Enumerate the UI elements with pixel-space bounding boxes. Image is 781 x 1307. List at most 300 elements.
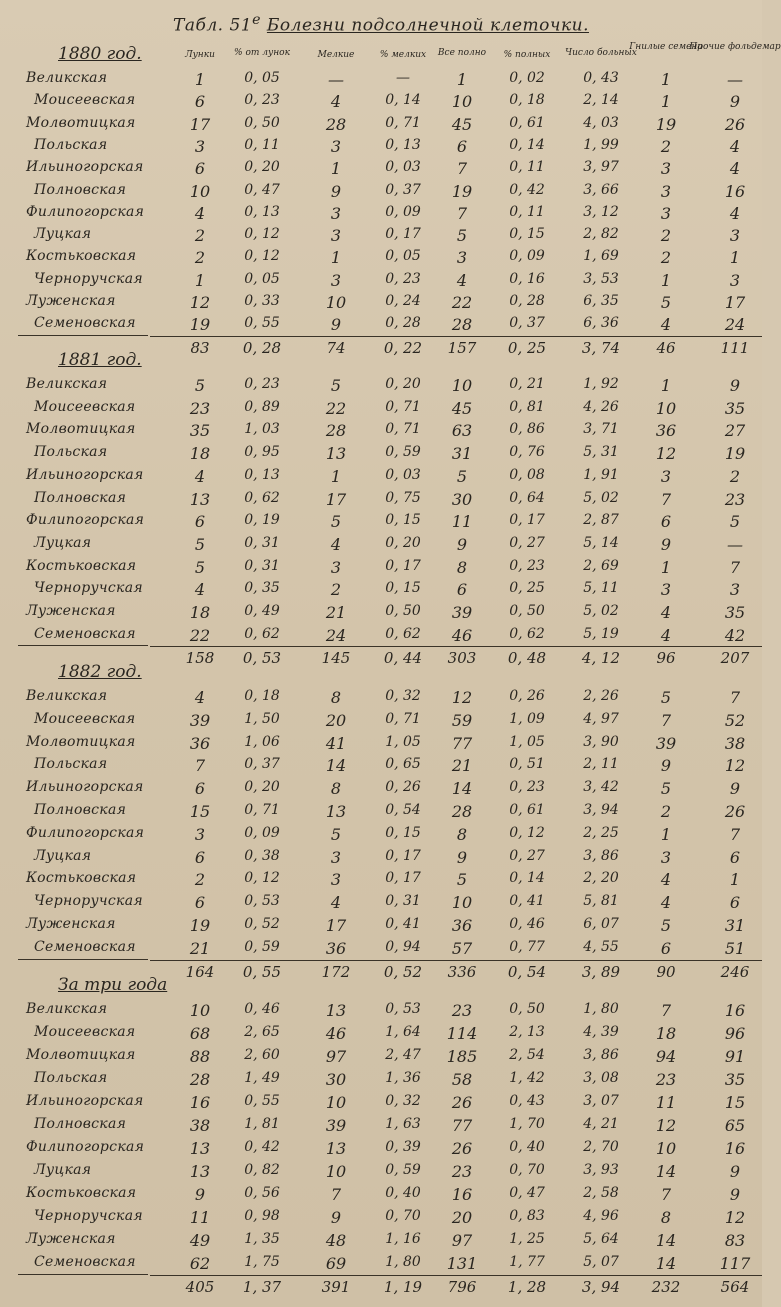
table-cell: 13: [325, 1001, 347, 1020]
table-cell: 26: [724, 802, 746, 821]
district-name: Польская: [34, 444, 108, 461]
table-cell: 2: [660, 248, 672, 268]
table-cell: 5, 02: [583, 603, 619, 619]
district-name: Полновская: [34, 181, 127, 198]
table-cell: 5, 19: [583, 625, 619, 642]
table-cell: 0, 71: [385, 398, 421, 415]
table-cell: 0, 23: [244, 376, 280, 392]
table-row: [0, 293, 762, 316]
table-cell: 94: [655, 1047, 677, 1066]
table-cell: 0, 46: [509, 916, 545, 932]
table-cell: 5: [660, 688, 672, 707]
total-cell: 1, 19: [383, 1278, 423, 1296]
table-cell: 19: [189, 916, 211, 935]
total-cell: 796: [447, 1278, 477, 1296]
table-cell: 9: [729, 779, 741, 799]
table-cell: 3: [660, 181, 672, 201]
table-cell: 11: [655, 1093, 677, 1112]
table-row: [0, 1024, 762, 1047]
table-cell: 0, 17: [385, 870, 421, 887]
table-cell: 51: [724, 938, 746, 958]
table-cell: 12: [655, 1116, 677, 1135]
table-cell: 2, 20: [583, 870, 619, 887]
table-cell: 2, 69: [583, 557, 619, 574]
table-cell: 0, 40: [385, 1185, 421, 1201]
table-cell: 36: [325, 938, 347, 958]
district-name: Луженская: [26, 603, 116, 619]
table-row: [0, 248, 762, 271]
table-cell: 0, 09: [509, 248, 545, 265]
table-row: [0, 535, 762, 558]
table-cell: 38: [724, 733, 746, 753]
table-cell: 0, 13: [244, 466, 280, 483]
table-row: [0, 467, 762, 490]
table-cell: 48: [325, 1231, 347, 1250]
table-cell: 17: [189, 114, 211, 134]
table-cell: 10: [189, 1001, 211, 1020]
table-cell: 13: [189, 1162, 211, 1181]
table-cell: 0, 24: [385, 293, 421, 309]
table-cell: 41: [325, 733, 347, 753]
table-cell: 26: [724, 114, 746, 134]
table-cell: 3: [330, 870, 342, 890]
table-cell: 5, 14: [583, 534, 619, 551]
table-cell: 7: [660, 1001, 672, 1020]
totals-row: [0, 1278, 762, 1298]
table-row: [0, 1001, 762, 1024]
table-cell: 5, 02: [583, 489, 619, 506]
column-header: Мелкие: [317, 50, 355, 60]
table-cell: 3, 07: [583, 1093, 619, 1109]
district-name: Моисеевская: [34, 710, 136, 727]
total-cell: 3, 89: [581, 962, 621, 981]
table-cell: 0, 98: [244, 1208, 280, 1224]
table-cell: 0, 53: [385, 1001, 421, 1017]
table-cell: 3, 42: [583, 779, 619, 796]
table-row: [0, 159, 762, 182]
table-cell: 4: [660, 603, 672, 622]
table-cell: 6: [194, 893, 206, 913]
table-cell: 14: [451, 779, 473, 799]
table-cell: 28: [325, 114, 347, 134]
table-cell: 0, 11: [509, 159, 545, 176]
table-cell: 1, 16: [385, 1231, 421, 1247]
table-row: [0, 688, 762, 711]
table-cell: 17: [724, 293, 746, 312]
table-cell: 1: [194, 270, 206, 290]
table-cell: 5: [194, 376, 206, 395]
table-cell: 3: [330, 557, 342, 577]
table-cell: 12: [451, 688, 473, 707]
district-name: Семеновская: [34, 1254, 136, 1270]
table-cell: 5, 64: [583, 1231, 619, 1247]
table-cell: 0, 49: [244, 603, 280, 619]
table-cell: 9: [729, 1162, 741, 1181]
table-cell: 2: [660, 136, 672, 156]
table-cell: 3, 90: [583, 733, 619, 750]
table-row: [0, 1139, 762, 1162]
table-cell: 9: [729, 376, 741, 395]
table-cell: 9: [660, 756, 672, 776]
table-cell: 0, 94: [385, 938, 421, 955]
table-cell: 5: [330, 376, 342, 395]
table-cell: 4: [660, 893, 672, 913]
table-cell: 77: [451, 733, 473, 753]
column-header: % мелких: [379, 50, 427, 60]
table-row: [0, 1070, 762, 1093]
table-cell: 0, 14: [509, 136, 545, 153]
table-cell: 0, 31: [244, 557, 280, 574]
table-cell: 0, 54: [385, 802, 421, 818]
table-cell: 1, 50: [244, 710, 280, 727]
table-cell: 28: [451, 802, 473, 821]
total-cell: 0, 22: [383, 338, 423, 357]
table-cell: 0, 12: [244, 248, 280, 265]
table-cell: 3: [194, 136, 206, 156]
table-caption: Болезни подсолнечной клеточки.: [266, 15, 589, 36]
table-cell: 4, 21: [583, 1116, 619, 1132]
table-cell: 1: [660, 557, 672, 577]
table-cell: 0, 13: [244, 203, 280, 220]
table-cell: 0, 65: [385, 756, 421, 773]
table-cell: 6: [660, 512, 672, 532]
district-name: Великская: [26, 376, 108, 392]
table-cell: 117: [719, 1254, 751, 1273]
table-cell: 45: [451, 398, 473, 418]
table-cell: 6: [729, 893, 741, 913]
table-cell: 2: [194, 226, 206, 246]
total-cell: 157: [447, 338, 477, 357]
table-cell: 9: [330, 181, 342, 201]
district-name: Полновская: [34, 489, 127, 506]
table-cell: 97: [451, 1231, 473, 1250]
table-cell: 3, 66: [583, 181, 619, 198]
table-row: [0, 870, 762, 893]
table-cell: 14: [655, 1231, 677, 1250]
table-row: [0, 779, 762, 802]
table-cell: 0, 11: [509, 203, 545, 220]
total-cell: 90: [656, 962, 676, 981]
table-cell: 13: [189, 1139, 211, 1158]
district-name: Польская: [34, 756, 108, 773]
section-title: 1881 год.: [58, 350, 142, 370]
table-cell: 28: [451, 315, 473, 335]
table-cell: 0, 95: [244, 444, 280, 461]
district-name: Семеновская: [34, 625, 136, 642]
table-cell: 0, 23: [509, 779, 545, 796]
table-cell: 0, 81: [509, 398, 545, 415]
table-cell: 10: [325, 1093, 347, 1112]
district-name: Костьковская: [26, 248, 137, 265]
table-cell: 3: [660, 847, 672, 867]
table-cell: 7: [729, 824, 741, 844]
table-row: [0, 580, 762, 603]
table-cell: 1, 91: [583, 466, 619, 483]
table-cell: 185: [446, 1047, 478, 1066]
district-name: Ильиногорская: [26, 779, 144, 796]
column-header: Прочие фольдемар: [689, 42, 781, 52]
district-name: Великская: [26, 70, 108, 86]
table-cell: 0, 05: [244, 270, 280, 287]
table-cell: 20: [325, 710, 347, 730]
table-cell: 1, 77: [509, 1254, 545, 1270]
table-cell: 35: [189, 421, 211, 441]
total-cell: 111: [720, 338, 750, 357]
table-cell: 23: [655, 1070, 677, 1089]
table-cell: 3: [330, 847, 342, 867]
district-name: Ильиногорская: [26, 466, 144, 483]
table-cell: 58: [451, 1070, 473, 1089]
district-name: Молвотицкая: [26, 114, 136, 131]
table-cell: 97: [325, 1047, 347, 1066]
table-cell: 0, 47: [244, 181, 280, 198]
table-cell: 31: [451, 444, 473, 464]
table-cell: 9: [729, 92, 741, 112]
table-cell: 35: [724, 398, 746, 418]
table-cell: 4: [330, 92, 342, 112]
table-cell: 2: [194, 870, 206, 890]
table-cell: 35: [724, 1070, 746, 1089]
table-cell: 1, 70: [509, 1116, 545, 1132]
table-cell: 35: [724, 603, 746, 622]
table-cell: 0, 43: [509, 1093, 545, 1109]
table-cell: 0, 86: [509, 421, 545, 438]
district-name: Луцкая: [34, 1162, 92, 1178]
total-cell: 83: [190, 338, 210, 357]
table-cell: 6, 35: [583, 293, 619, 309]
table-cell: 0, 50: [244, 114, 280, 131]
table-cell: 0, 42: [509, 181, 545, 198]
table-cell: 1: [660, 92, 672, 112]
district-name: Молвотицкая: [26, 421, 136, 438]
table-cell: 1, 05: [509, 733, 545, 750]
district-name: Молвотицкая: [26, 733, 136, 750]
totals-rule: [150, 336, 762, 337]
table-cell: 23: [451, 1162, 473, 1181]
table-cell: 0, 50: [509, 1001, 545, 1017]
total-cell: 0, 44: [383, 649, 423, 668]
table-cell: 0, 61: [509, 802, 545, 818]
totals-rule: [150, 1275, 762, 1276]
table-row: [0, 92, 762, 115]
table-cell: 5: [660, 916, 672, 935]
table-cell: 2, 11: [583, 756, 619, 773]
total-cell: 564: [720, 1278, 750, 1296]
table-cell: 4, 96: [583, 1208, 619, 1224]
table-cell: 22: [451, 293, 473, 312]
name-underline: [18, 1274, 148, 1275]
table-cell: 0, 40: [509, 1139, 545, 1155]
totals-rule: [150, 960, 762, 961]
table-number: Табл. 51: [173, 15, 253, 36]
table-cell: 0, 09: [385, 203, 421, 220]
total-cell: 3, 94: [581, 1278, 621, 1296]
table-cell: 2, 47: [385, 1047, 421, 1063]
table-cell: 10: [451, 376, 473, 395]
table-cell: 57: [451, 938, 473, 958]
table-cell: 0, 27: [509, 534, 545, 551]
table-cell: 27: [724, 421, 746, 441]
table-row: [0, 512, 762, 535]
table-cell: 1, 63: [385, 1116, 421, 1132]
table-cell: 0, 39: [385, 1139, 421, 1155]
table-cell: 4: [194, 688, 206, 707]
table-cell: 6: [729, 847, 741, 867]
total-cell: 4, 12: [581, 649, 621, 668]
table-cell: 1, 69: [583, 248, 619, 265]
table-cell: 19: [189, 315, 211, 335]
table-cell: 28: [325, 421, 347, 441]
table-cell: 3, 93: [583, 1162, 619, 1178]
table-cell: 3: [456, 248, 468, 268]
totals-rule: [150, 646, 762, 647]
district-name: Луженская: [26, 916, 116, 932]
table-cell: 0, 26: [509, 688, 545, 704]
table-cell: 7: [660, 489, 672, 509]
table-cell: 0, 12: [244, 226, 280, 243]
table-cell: 1: [330, 159, 342, 179]
table-cell: 19: [451, 181, 473, 201]
table-cell: 0, 32: [385, 688, 421, 704]
table-cell: 3: [660, 580, 672, 600]
table-cell: 5: [330, 824, 342, 844]
table-cell: 8: [456, 824, 468, 844]
table-cell: 0, 17: [509, 512, 545, 529]
table-cell: 7: [456, 203, 468, 223]
table-cell: 18: [189, 603, 211, 622]
table-cell: 0, 55: [244, 1093, 280, 1109]
table-cell: 23: [724, 489, 746, 509]
table-cell: 16: [451, 1185, 473, 1204]
table-cell: 0, 35: [244, 580, 280, 597]
table-cell: 3: [729, 226, 741, 246]
table-cell: 0, 70: [385, 1208, 421, 1224]
district-name: Костьковская: [26, 1185, 137, 1201]
table-cell: 0, 59: [385, 1162, 421, 1178]
table-cell: 0, 71: [244, 802, 280, 818]
table-cell: 1, 80: [583, 1001, 619, 1017]
table-cell: 7: [194, 756, 206, 776]
table-cell: 6, 36: [583, 315, 619, 332]
table-cell: 4: [194, 466, 206, 486]
table-cell: 19: [655, 114, 677, 134]
table-cell: 6: [194, 847, 206, 867]
table-cell: 88: [189, 1047, 211, 1066]
table-cell: 4: [729, 159, 741, 179]
table-cell: 1, 05: [385, 733, 421, 750]
table-cell: —: [396, 70, 410, 86]
table-cell: 2, 65: [244, 1024, 280, 1040]
table-row: [0, 271, 762, 294]
table-cell: 0, 21: [509, 376, 545, 392]
district-name: Полновская: [34, 802, 127, 818]
table-cell: 4: [729, 136, 741, 156]
table-cell: 13: [189, 489, 211, 509]
table-cell: 0, 12: [244, 870, 280, 887]
table-cell: 0, 15: [385, 580, 421, 597]
table-row: [0, 204, 762, 227]
column-header: Лунки: [185, 50, 215, 60]
table-cell: 7: [660, 1185, 672, 1204]
table-cell: 69: [325, 1254, 347, 1273]
table-cell: —: [727, 70, 743, 89]
table-cell: 65: [724, 1116, 746, 1135]
table-cell: 4: [660, 870, 672, 890]
table-cell: 3, 97: [583, 159, 619, 176]
district-name: Великская: [26, 1001, 108, 1017]
table-cell: 23: [451, 1001, 473, 1020]
table-cell: 9: [456, 847, 468, 867]
table-cell: 1, 81: [244, 1116, 280, 1132]
table-cell: 5, 81: [583, 893, 619, 910]
table-cell: 23: [189, 398, 211, 418]
table-cell: 0, 50: [385, 603, 421, 619]
district-name: Филипогорская: [26, 824, 145, 841]
table-row: [0, 1208, 762, 1231]
table-cell: 5: [729, 512, 741, 532]
table-cell: 9: [330, 1208, 342, 1227]
table-cell: 0, 23: [385, 270, 421, 287]
table-cell: 21: [451, 756, 473, 776]
table-cell: 0, 32: [385, 1093, 421, 1109]
table-cell: 2, 54: [509, 1047, 545, 1063]
total-cell: 3, 74: [581, 338, 621, 357]
total-cell: 405: [185, 1278, 215, 1296]
table-cell: 0, 28: [509, 293, 545, 309]
table-cell: 63: [451, 421, 473, 441]
table-cell: 30: [325, 1070, 347, 1089]
table-cell: 0, 20: [244, 779, 280, 796]
table-cell: 46: [325, 1024, 347, 1043]
table-cell: 6: [194, 92, 206, 112]
table-cell: 36: [655, 421, 677, 441]
total-cell: 46: [656, 338, 676, 357]
total-cell: 0, 25: [507, 338, 547, 357]
table-row: [0, 399, 762, 422]
table-cell: 1, 75: [244, 1254, 280, 1270]
table-row: [0, 115, 762, 138]
total-cell: 0, 53: [242, 649, 282, 668]
table-cell: 1, 92: [583, 376, 619, 392]
table-cell: 4: [194, 203, 206, 223]
table-cell: 1: [660, 270, 672, 290]
table-cell: 45: [451, 114, 473, 134]
table-cell: 5: [456, 870, 468, 890]
table-cell: 0, 08: [509, 466, 545, 483]
column-header: Число больных: [565, 48, 637, 58]
total-cell: 0, 48: [507, 649, 547, 668]
total-cell: 1, 37: [242, 1278, 282, 1296]
table-cell: 3: [660, 466, 672, 486]
table-cell: 26: [451, 1093, 473, 1112]
table-cell: 0, 71: [385, 710, 421, 727]
table-cell: 2: [660, 802, 672, 821]
table-cell: 2, 70: [583, 1139, 619, 1155]
table-cell: 1: [660, 70, 672, 89]
table-cell: 0, 62: [244, 625, 280, 642]
table-cell: 0, 38: [244, 847, 280, 864]
total-cell: 164: [185, 962, 215, 981]
table-cell: 0, 43: [583, 70, 619, 86]
table-cell: 0, 20: [385, 534, 421, 551]
table-cell: 0, 37: [509, 315, 545, 332]
table-cell: 1, 80: [385, 1254, 421, 1270]
district-name: Польская: [34, 1070, 108, 1086]
table-row: [0, 802, 762, 825]
table-row: [0, 1231, 762, 1254]
table-cell: 8: [330, 779, 342, 799]
table-cell: 5: [660, 779, 672, 799]
